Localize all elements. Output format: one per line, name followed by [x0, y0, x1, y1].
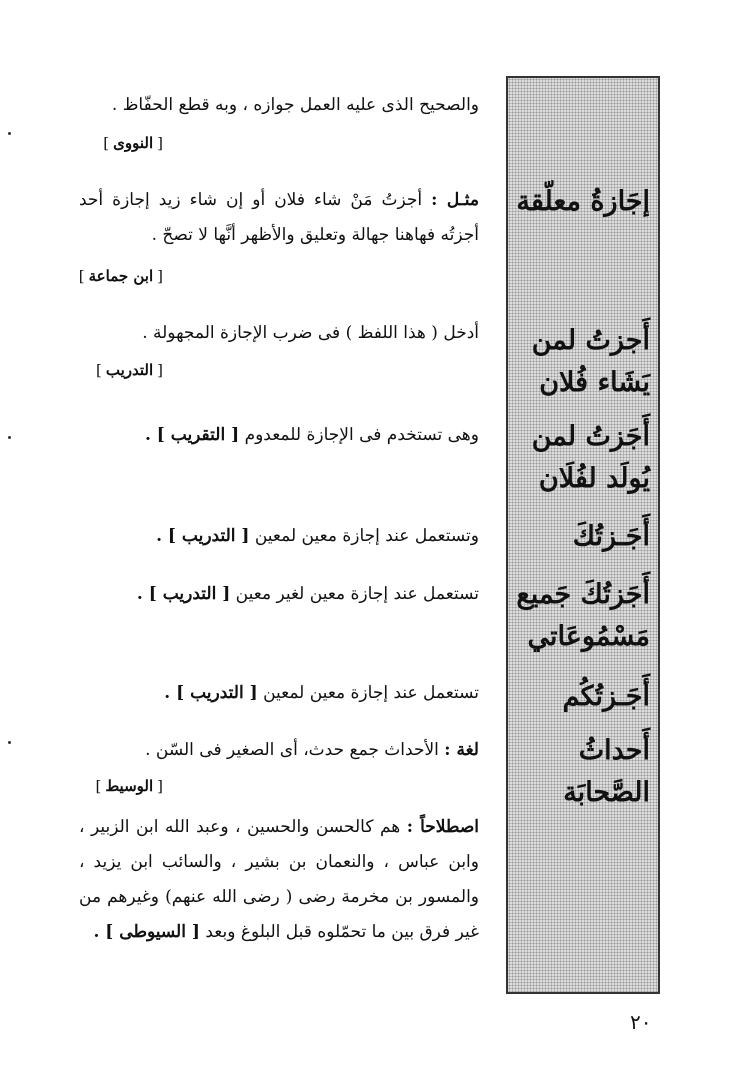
source-name: التدريب	[190, 683, 244, 703]
source-name: التدريب	[162, 584, 217, 604]
scan-mark	[8, 132, 11, 135]
source-name: ابن جماعة	[88, 267, 154, 285]
definition-text: تستعمل عند إجازة معين لغير معين [ التدريب ] .	[136, 584, 479, 604]
source-citation: [النووى]	[103, 134, 163, 152]
page-number: ٢٠	[630, 1010, 652, 1034]
source-name: السيوطى	[119, 922, 186, 942]
term-ajaztuka: أَجَـزتُكَ	[572, 521, 650, 552]
term-ijaza-muallaqa: إجَازةُ معلّقة	[516, 186, 650, 217]
source-citation: [التدريب]	[95, 361, 163, 379]
definition-body: تستعمل عند إجازة معين لمعين	[263, 683, 479, 703]
definition-text	[79, 183, 479, 253]
term-ajaztukum: أَجَـزتُكُم	[562, 681, 650, 712]
source-name: التدريب	[105, 361, 154, 379]
source-name: الوسيط	[105, 777, 154, 795]
definition-text: تستعمل عند إجازة معين لمعين [ التدريب ] .	[164, 683, 479, 703]
scan-mark	[8, 741, 11, 744]
definition-body: تستعمل عند إجازة معين لغير معين	[235, 584, 479, 604]
definition-body: أجزتُ مَنْ شاء فلان أو إن شاء زيد إجازة أحد أجزتُه فهاهنا جهالة وتعليق والأظهر أنَّها لا تصحّ .	[79, 190, 479, 245]
source-name: التقريب	[170, 425, 226, 445]
definition-text: وتستعمل عند إجازة معين لمعين [ التدريب ] .	[156, 526, 479, 546]
technical-label: اصطلاحاً :	[406, 817, 480, 837]
source-name: التدريب	[181, 526, 236, 546]
definition-body: وهى تستخدم فى الإجازة للمعدوم	[244, 425, 479, 445]
definition-text	[79, 733, 479, 768]
source-citation: [الوسيط]	[95, 777, 163, 795]
definition-body: هم كالحسن والحسين ، وعبد الله ابن الزبير ، وابن عباس ، والنعمان بن بشير ، والسائب ابن يزيد ، والمسور بن مخرمة رضى ( رضى الله عنهم) وغيرهم من غير فرق بين ما تحمّلوه قبل البلوغ وبعد	[79, 817, 479, 942]
definition-text: وهى تستخدم فى الإجازة للمعدوم [ التقريب ] .	[144, 425, 479, 445]
example-label: مثـل :	[431, 190, 479, 210]
definition-text: أدخل ( هذا اللفظ ) فى ضرب الإجازة المجهولة .	[142, 323, 479, 343]
term-ahdath-as-sahaba: أَحداثُ الصَّحابَة	[563, 735, 650, 808]
definition-body: الأحداث جمع حدث، أى الصغير فى السّن .	[145, 740, 439, 760]
lexical-label: لغة :	[444, 740, 479, 760]
source-name: النووى	[113, 134, 154, 152]
term-ajaztu-liman-yulad: أَجَزتُ لمن يُولَد لفُلَان	[531, 421, 650, 494]
definition-text: اصطلاحاً : هم كالحسن والحسين ، وعبد الله ابن الزبير ، وابن عباس ، والنعمان بن بشير ، والسائب ابن يزيد ، والمسور بن مخرمة رضى ( رضى الله عنهم) وغيرهم من غير فرق بين ما تحمّلوه قبل البلوغ وبعد [ السيوطى ] .	[79, 817, 480, 942]
source-citation: [ابن جماعة]	[78, 267, 163, 285]
term-ajaztuka-jami-masmuati: أَجَزتُكَ جَميع مَسْمُوعَاتي	[516, 579, 650, 652]
term-ajaztu-liman-yashaa: أَجزتُ لمن يَشَاء فُلان	[531, 325, 650, 398]
terms-sidebar	[506, 76, 660, 994]
definition-body: وتستعمل عند إجازة معين لمعين	[254, 526, 479, 546]
definition-text: والصحيح الذى عليه العمل جوازه ، وبه قطع الحفّاظ .	[111, 95, 479, 115]
scan-mark	[8, 436, 11, 439]
